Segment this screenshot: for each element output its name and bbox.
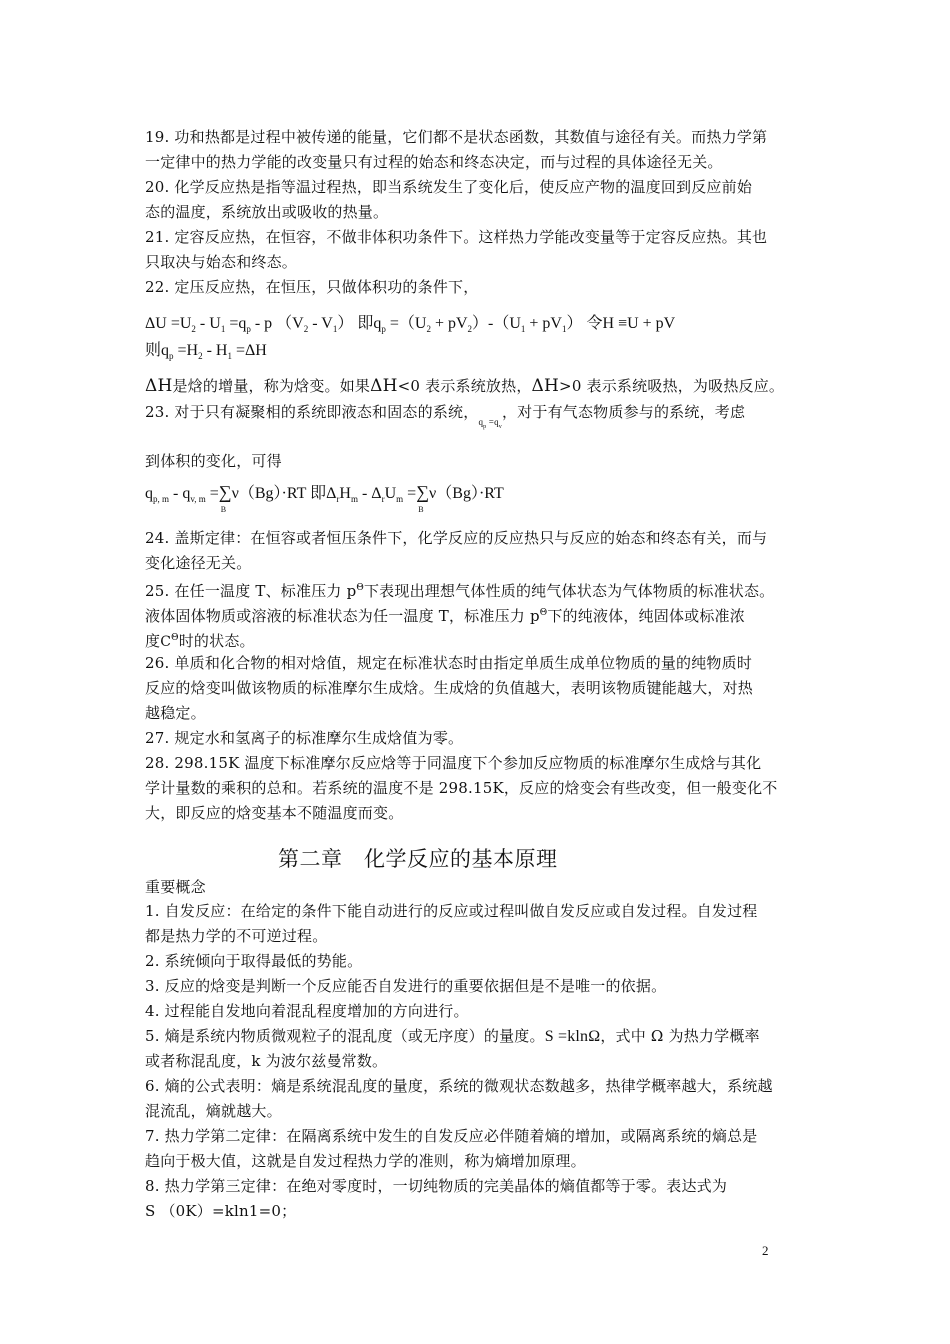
concept-8-line-2: S （0K）=kln1=0；	[145, 1202, 297, 1220]
paragraph-22-line-2: ΔH是焓的增量，称为焓变。如果ΔH<0 表示系统放热，ΔH>0 表示系统吸热，为吸热反应。	[145, 376, 785, 396]
section-heading: 重要概念	[145, 878, 206, 896]
paragraph-25-line-2: 液体固体物质或溶液的标准状态为任一温度 T，标准压力 $p^\Theta$下的纯液体，纯固体或标准浓	[145, 607, 745, 625]
formula-delta-u: $\Delta U =U_2 - U_1 =q_p - p$ $(V_2 - V_1)$ 即$q_p =(U_2 + pV_2)-(U_1 + pV_1)$ 令H ≡U + pV	[145, 315, 676, 335]
concept-6-line-1: 6. 熵的公式表明：熵是系统混乱度的量度，系统的微观状态数越多，热律学概率越大，系统越	[145, 1077, 773, 1095]
concept-1-line-2: 都是热力学的不可逆过程。	[145, 927, 328, 945]
paragraph-25-line-1: 25. 在任一温度 T、标准压力 $p^\Theta$下表现出理想气体性质的纯气体状态为气体物质的标准状态。	[145, 582, 775, 600]
concept-6-line-2: 混流乱，熵就越大。	[145, 1102, 282, 1120]
paragraph-19-line-2: 一定律中的热力学能的改变量只有过程的始态和终态决定，而与过程的具体途径无关。	[145, 153, 723, 171]
chapter-title: 第二章 化学反应的基本原理	[278, 847, 558, 871]
paragraph-27: 27. 规定水和氢离子的标准摩尔生成焓值为零。	[145, 729, 464, 747]
concept-2: 2. 系统倾向于取得最低的势能。	[145, 952, 363, 970]
concept-7-line-2: 趋向于极大值，这就是自发过程热力学的准则，称为熵增加原理。	[145, 1152, 586, 1170]
paragraph-21-line-2: 只取决与始态和终态。	[145, 253, 298, 271]
concept-5-line-1: 5. 熵是系统内物质微观粒子的混乱度（或无序度）的量度。S =klnΩ，式中 Ω 为热力学概率	[145, 1027, 760, 1045]
sum-icon: ∑	[218, 482, 232, 502]
formula-qp-eq-qv: qp =qv	[478, 417, 502, 430]
paragraph-26-line-2: 反应的焓变叫做该物质的标准摩尔生成焓。生成焓的负值越大，表明该物质键能越大，对热	[145, 679, 754, 697]
concept-3: 3. 反应的焓变是判断一个反应能否自发进行的重要依据但是不是唯一的依据。	[145, 977, 667, 995]
paragraph-28-line-3: 大，即反应的焓变基本不随温度而变。	[145, 804, 404, 822]
concept-1-line-1: 1. 自发反应：在给定的条件下能自动进行的反应或过程叫做自发反应或自发过程。自发过程	[145, 902, 758, 920]
paragraph-20-line-2: 态的温度，系统放出或吸收的热量。	[145, 203, 389, 221]
paragraph-25-line-3: 度$C^\Theta$时的状态。	[145, 632, 255, 650]
sum-icon: ∑	[416, 482, 430, 502]
paragraph-28-line-2: 学计量数的乘积的总和。若系统的温度不是 298.15K，反应的焓变会有些改变，但一般变化不	[145, 779, 778, 797]
concept-8-line-1: 8. 热力学第三定律：在绝对零度时，一切纯物质的完美晶体的熵值都等于零。表达式为	[145, 1177, 728, 1195]
paragraph-20-line-1: 20. 化学反应热是指等温过程热，即当系统发生了变化后，使反应产物的温度回到反应前始	[145, 178, 753, 196]
concept-7-line-1: 7. 热力学第二定律：在隔离系统中发生的自发反应必伴随着熵的增加，或隔离系统的熵总是	[145, 1127, 758, 1145]
paragraph-24-line-1: 24. 盖斯定律：在恒容或者恒压条件下，化学反应的反应热只与反应的始态和终态有关，而与	[145, 529, 768, 547]
page-number: 2	[762, 1243, 769, 1258]
formula-qp: 则$q_p =H_2 - H_1 =\Delta H$	[145, 342, 267, 362]
paragraph-26-line-1: 26. 单质和化合物的相对焓值，规定在标准状态时由指定单质生成单位物质的量的纯物质时	[145, 654, 753, 672]
paragraph-24-line-2: 变化途径无关。	[145, 554, 252, 572]
formula-qpm-qvm: $q_{p, m} - q_{v, m}$ =∑ B ν（Bg）·RT 即$\Delta_rH_m - \Delta_rU_m$ =∑ B ν（Bg）·RT	[145, 482, 504, 514]
entropy-formula: S =klnΩ	[544, 1028, 601, 1045]
paragraph-19-line-1: 19. 功和热都是过程中被传递的能量，它们都不是状态函数，其数值与途径有关。而热力学第	[145, 128, 768, 146]
paragraph-28-line-1: 28. 298.15K 温度下标准摩尔反应焓等于同温度下个参加反应物质的标准摩尔生成焓与其化	[145, 754, 762, 772]
paragraph-21-line-1: 21. 定容反应热，在恒容，不做非体积功条件下。这样热力学能改变量等于定容反应热。其也	[145, 228, 768, 246]
paragraph-23-line-1: 23. 对于只有凝聚相的系统即液态和固态的系统，$_{q_p =q_v}$，对于有气态物质参与的系统，考虑	[145, 403, 746, 430]
concept-4: 4. 过程能自发地向着混乱程度增加的方向进行。	[145, 1002, 469, 1020]
paragraph-22-line-1: 22. 定压反应热，在恒压，只做体积功的条件下，	[145, 278, 479, 296]
paragraph-23-line-2: 到体积的变化，可得	[145, 452, 282, 470]
concept-5-line-2: 或者称混乱度，k 为波尔兹曼常数。	[145, 1052, 388, 1070]
paragraph-26-line-3: 越稳定。	[145, 704, 206, 722]
